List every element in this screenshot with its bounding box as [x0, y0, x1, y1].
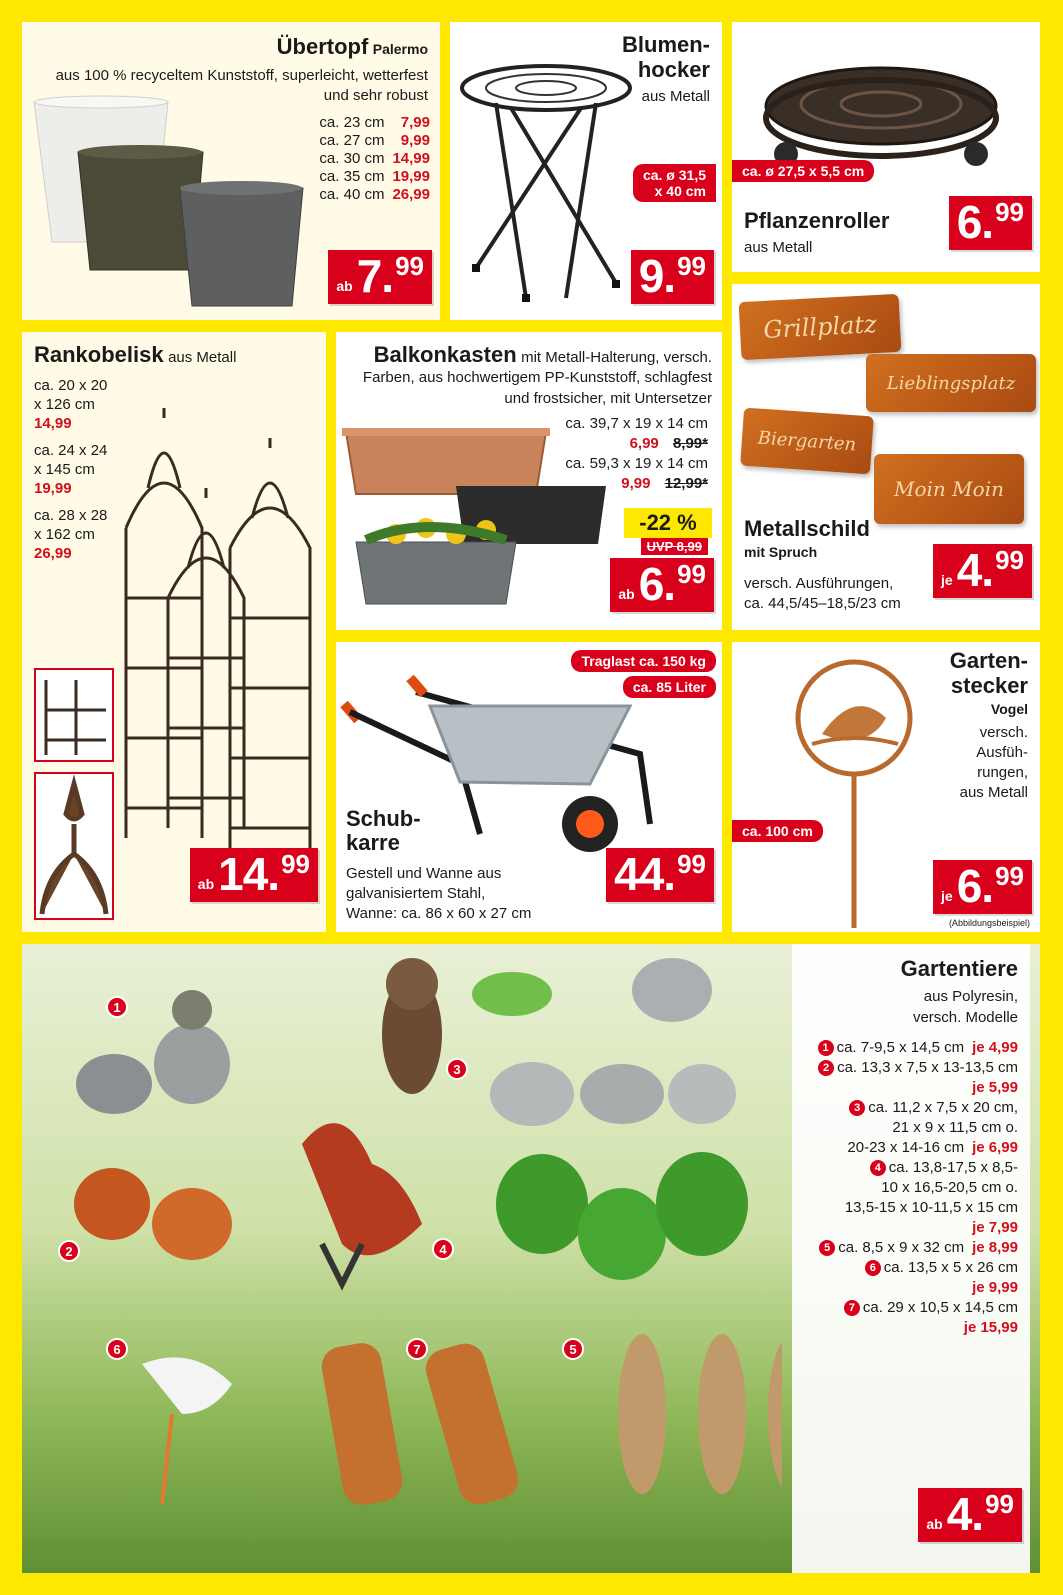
- item-number-badge: 6: [865, 1260, 881, 1276]
- gartentiere-item: [786, 1098, 1018, 1158]
- price-cents: 99: [995, 197, 1024, 227]
- dim-line-1: ca. ø 31,5: [642, 167, 706, 183]
- uebertopf-size-table: [311, 114, 430, 204]
- item-dimension: ca. 13,3 x 7,5 x 13-13,5 cm: [837, 1058, 1018, 1076]
- gartenstecker-title-2: stecker: [950, 673, 1028, 699]
- item-price: je 9,99: [972, 1278, 1018, 1296]
- price-prefix: ab: [926, 1516, 943, 1532]
- item-price: je 6,99: [972, 1138, 1018, 1156]
- gartentiere-item-line: [786, 1258, 1018, 1278]
- size-label: ca. 35 cm: [319, 168, 385, 185]
- item-price: je 8,99: [972, 1238, 1018, 1256]
- balkonkasten-size-2: ca. 59,3 x 19 x 14 cm: [565, 455, 708, 472]
- price-main: 44: [614, 848, 664, 900]
- rankobelisk-price-badge: [190, 848, 318, 902]
- item-dimension: 13,5-15 x 10-11,5 x 15 cm: [844, 1198, 1018, 1216]
- price-dot: .: [971, 1488, 985, 1540]
- obelisk-size-price: 14,99: [34, 415, 72, 432]
- schubkarre-tag-load: Traglast ca. 150 kg: [571, 650, 716, 672]
- balkonkasten-price-1: 6,99: [629, 435, 659, 452]
- obelisk-size-price: 19,99: [34, 480, 72, 497]
- metallschild-price-badge: [933, 544, 1032, 598]
- price-main: 6: [638, 558, 664, 610]
- item-dimension: 20-23 x 14-16 cm: [847, 1138, 965, 1156]
- gartentiere-item: [786, 1238, 1018, 1258]
- item-number-badge: 4: [870, 1160, 886, 1176]
- price-main: 4: [956, 544, 982, 596]
- uebertopf-desc: aus 100 % recyceltem Kunststoff, superleicht, wetterfest und sehr robust: [55, 67, 428, 105]
- price-main: 7: [356, 250, 382, 302]
- balkonkasten-discount-box: [624, 508, 712, 538]
- schubkarre-title-1: Schub-: [346, 806, 421, 831]
- item-dimension: ca. 13,8-17,5 x 8,5-: [888, 1158, 1018, 1176]
- blumenhocker-price-badge: [631, 250, 714, 304]
- item-number-badge: 3: [849, 1100, 865, 1116]
- metallschild-desc-2: ca. 44,5/45–18,5/23 cm: [744, 595, 901, 612]
- blumenhocker-title-2: hocker: [637, 57, 710, 83]
- price-cents: 99: [677, 559, 706, 589]
- size-row: [311, 114, 430, 132]
- uebertopf-title: Übertopf: [276, 34, 369, 59]
- garden-animals-image: [42, 944, 782, 1573]
- balkonkasten-panel: [336, 332, 722, 630]
- schubkarre-price-badge: [606, 848, 714, 902]
- gartentiere-item-line: [786, 1138, 1018, 1158]
- blumenhocker-panel: [450, 22, 722, 320]
- marker-7: 7: [406, 1338, 428, 1360]
- item-dimension: 10 x 16,5-20,5 cm o.: [881, 1178, 1018, 1196]
- dim-line-2: x 40 cm: [654, 183, 706, 199]
- size-price: 7,99: [400, 114, 430, 131]
- price-cents: 99: [677, 849, 706, 879]
- item-price: je 15,99: [963, 1318, 1018, 1336]
- obelisk-detail-1: [34, 668, 114, 762]
- gartenstecker-desc-3: rungen,: [977, 764, 1028, 782]
- item-number-badge: 7: [844, 1300, 860, 1316]
- item-price: je 5,99: [972, 1078, 1018, 1096]
- price-prefix: ab: [197, 876, 215, 892]
- balkonkasten-price-2: 9,99: [621, 475, 651, 492]
- price-main: 6: [956, 860, 982, 912]
- gartentiere-item-line: [786, 1198, 1018, 1218]
- balkonkasten-size-1: ca. 39,7 x 19 x 14 cm: [565, 415, 708, 432]
- item-number-badge: 1: [818, 1040, 834, 1056]
- balkonkasten-title: Balkonkasten: [373, 342, 517, 367]
- price-cents: 99: [677, 251, 706, 281]
- price-dot: .: [381, 250, 395, 302]
- balkonkasten-uvp: UVP 8,99: [641, 538, 708, 555]
- price-cents: 99: [395, 251, 424, 281]
- gartenstecker-price-badge: [933, 860, 1032, 914]
- price-dot: .: [663, 848, 677, 900]
- blumenhocker-dim-tag: [633, 164, 716, 202]
- size-price: 14,99: [392, 150, 430, 167]
- schubkarre-desc-3: Wanne: ca. 86 x 60 x 27 cm: [346, 905, 532, 922]
- gartenstecker-panel: [732, 642, 1040, 932]
- metallschild-title: Metallschild: [744, 516, 870, 541]
- size-row: [311, 150, 430, 168]
- item-price: je 4,99: [972, 1038, 1018, 1056]
- item-number-badge: 5: [819, 1240, 835, 1256]
- item-dimension: ca. 7-9,5 x 14,5 cm: [836, 1038, 965, 1056]
- sign-lieblingsplatz: Lieblingsplatz: [866, 354, 1036, 412]
- obelisk-detail-2: [34, 772, 114, 920]
- price-main: 6: [956, 196, 982, 248]
- size-label: ca. 23 cm: [319, 114, 385, 131]
- marker-6: 6: [106, 1338, 128, 1360]
- schubkarre-title-2: karre: [346, 830, 400, 855]
- item-dimension: 21 x 9 x 11,5 cm o.: [892, 1118, 1018, 1136]
- obelisk-size-line: ca. 20 x 20: [34, 377, 108, 394]
- gartenstecker-dim-tag: ca. 100 cm: [732, 820, 823, 842]
- price-cents: 99: [281, 849, 310, 879]
- metallschild-panel: [732, 284, 1040, 630]
- gartentiere-item-list: [786, 1038, 1018, 1338]
- price-dot: .: [981, 544, 995, 596]
- uebertopf-title-suffix: Palermo: [372, 41, 428, 57]
- gartenstecker-desc-4: aus Metall: [959, 784, 1028, 802]
- marker-3: 3: [446, 1058, 468, 1080]
- price-dot: .: [981, 860, 995, 912]
- pflanzenroller-desc: aus Metall: [744, 239, 813, 256]
- gartentiere-item-line: [786, 1038, 1018, 1058]
- marker-5: 5: [562, 1338, 584, 1360]
- gartentiere-item: [786, 1298, 1018, 1338]
- obelisk-size-line: ca. 28 x 28: [34, 507, 108, 524]
- balkonkasten-price-badge: [610, 558, 714, 612]
- obelisk-image: [118, 398, 324, 858]
- balkonkasten-old-price-1: 8,99*: [672, 435, 708, 452]
- gartentiere-title: Gartentiere: [900, 956, 1018, 981]
- price-cents: 99: [995, 545, 1024, 575]
- gartentiere-item-line: [786, 1178, 1018, 1198]
- price-dot: .: [981, 196, 995, 248]
- gartentiere-item-line: [786, 1238, 1018, 1258]
- sign-moin-moin: Moin Moin: [874, 454, 1024, 524]
- item-dimension: ca. 11,2 x 7,5 x 20 cm,: [868, 1098, 1018, 1116]
- price-prefix: ab: [336, 278, 353, 294]
- gartentiere-panel: [22, 944, 1040, 1573]
- size-price: 26,99: [392, 186, 430, 203]
- gartenstecker-desc-2: Ausfüh-: [976, 743, 1028, 761]
- schubkarre-desc-1: Gestell und Wanne aus: [346, 865, 502, 882]
- pflanzenroller-title: Pflanzenroller: [744, 208, 890, 233]
- blumenhocker-title-1: Blumen-: [622, 32, 710, 57]
- price-dot: .: [267, 848, 281, 900]
- size-price: 9,99: [400, 132, 430, 149]
- size-price: 19,99: [392, 168, 430, 185]
- stool-image: [456, 48, 636, 318]
- discount-label: -22 %: [639, 510, 697, 535]
- rankobelisk-title: Rankobelisk: [34, 342, 164, 367]
- gartentiere-item-line: [786, 1298, 1018, 1318]
- rankobelisk-title-suffix: aus Metall: [168, 349, 237, 366]
- item-dimension: ca. 29 x 10,5 x 14,5 cm: [862, 1298, 1018, 1316]
- obelisk-size-price: 26,99: [34, 545, 72, 562]
- marker-4: 4: [432, 1238, 454, 1260]
- pflanzenroller-price-badge: [949, 196, 1032, 250]
- gartentiere-price-badge: [918, 1488, 1022, 1542]
- pflanzenroller-panel: [732, 22, 1040, 272]
- price-prefix: je: [941, 572, 953, 588]
- price-prefix: ab: [618, 586, 635, 602]
- item-dimension: ca. 8,5 x 9 x 32 cm: [838, 1238, 965, 1256]
- gartenstecker-note: (Abbildungsbeispiel): [948, 918, 1030, 928]
- gartenstecker-subtitle: Vogel: [990, 700, 1028, 717]
- price-main: 9: [638, 250, 664, 302]
- price-cents: 99: [995, 861, 1024, 891]
- sign-grillplatz: Grillplatz: [739, 294, 902, 360]
- gartentiere-desc-1: aus Polyresin,: [923, 988, 1018, 1006]
- metallschild-desc-1: versch. Ausführungen,: [744, 575, 894, 592]
- obelisk-size-line: x 162 cm: [34, 526, 95, 543]
- gartentiere-item-line: [786, 1098, 1018, 1118]
- size-row: [311, 132, 430, 150]
- size-label: ca. 27 cm: [319, 132, 385, 149]
- metallschild-subtitle: mit Spruch: [744, 544, 818, 560]
- gartentiere-item: [786, 1038, 1018, 1058]
- balkonkasten-desc-3: und frostsicher, mit Untersetzer: [504, 389, 712, 407]
- gartenstecker-title-1: Garten-: [949, 648, 1028, 673]
- marker-1: 1: [106, 996, 128, 1018]
- rankobelisk-panel: [22, 332, 326, 932]
- balkonkasten-old-price-2: 12,99*: [664, 475, 708, 492]
- obelisk-size-line: ca. 24 x 24: [34, 442, 108, 459]
- balkonkasten-desc-2: Farben, aus hochwertigem PP-Kunststoff, schlagfest: [362, 369, 712, 387]
- obelisk-size-line: x 145 cm: [34, 461, 95, 478]
- gartentiere-item-line: [786, 1058, 1018, 1078]
- gartentiere-item: [786, 1158, 1018, 1238]
- price-main: 4: [946, 1488, 972, 1540]
- item-dimension: ca. 13,5 x 5 x 26 cm: [883, 1258, 1018, 1276]
- balkonkasten-desc-inline: mit Metall-Halterung, versch.: [521, 349, 712, 366]
- gartenstecker-desc-1: versch.: [979, 723, 1028, 741]
- size-row: [311, 186, 430, 204]
- price-dot: .: [663, 558, 677, 610]
- price-main: 14: [218, 848, 268, 900]
- size-label: ca. 30 cm: [319, 150, 385, 167]
- gartentiere-item: [786, 1058, 1018, 1098]
- item-price: je 7,99: [972, 1218, 1018, 1236]
- marker-2: 2: [58, 1240, 80, 1262]
- schubkarre-desc-2: galvanisiertem Stahl,: [346, 885, 486, 902]
- blumenhocker-desc: aus Metall: [641, 87, 710, 105]
- schubkarre-tag-volume: ca. 85 Liter: [623, 676, 716, 698]
- gartentiere-item-line: [786, 1118, 1018, 1138]
- uebertopf-panel: [22, 22, 440, 320]
- item-number-badge: 2: [818, 1060, 834, 1076]
- price-dot: .: [663, 250, 677, 302]
- price-cents: 99: [985, 1489, 1014, 1519]
- gartentiere-item: [786, 1258, 1018, 1298]
- size-row: [311, 168, 430, 186]
- pflanzenroller-dim-tag: ca. ø 27,5 x 5,5 cm: [732, 160, 874, 182]
- price-prefix: je: [941, 888, 953, 904]
- gartentiere-desc-2: versch. Modelle: [912, 1008, 1018, 1026]
- bird-stake-image: [782, 648, 932, 928]
- sign-biergarten: Biergarten: [740, 408, 874, 475]
- size-label: ca. 40 cm: [319, 186, 385, 203]
- uebertopf-price-badge: [328, 250, 432, 304]
- schubkarre-panel: [336, 642, 722, 932]
- gartentiere-item-line: [786, 1158, 1018, 1178]
- pots-image: [28, 92, 318, 312]
- obelisk-size-line: x 126 cm: [34, 396, 95, 413]
